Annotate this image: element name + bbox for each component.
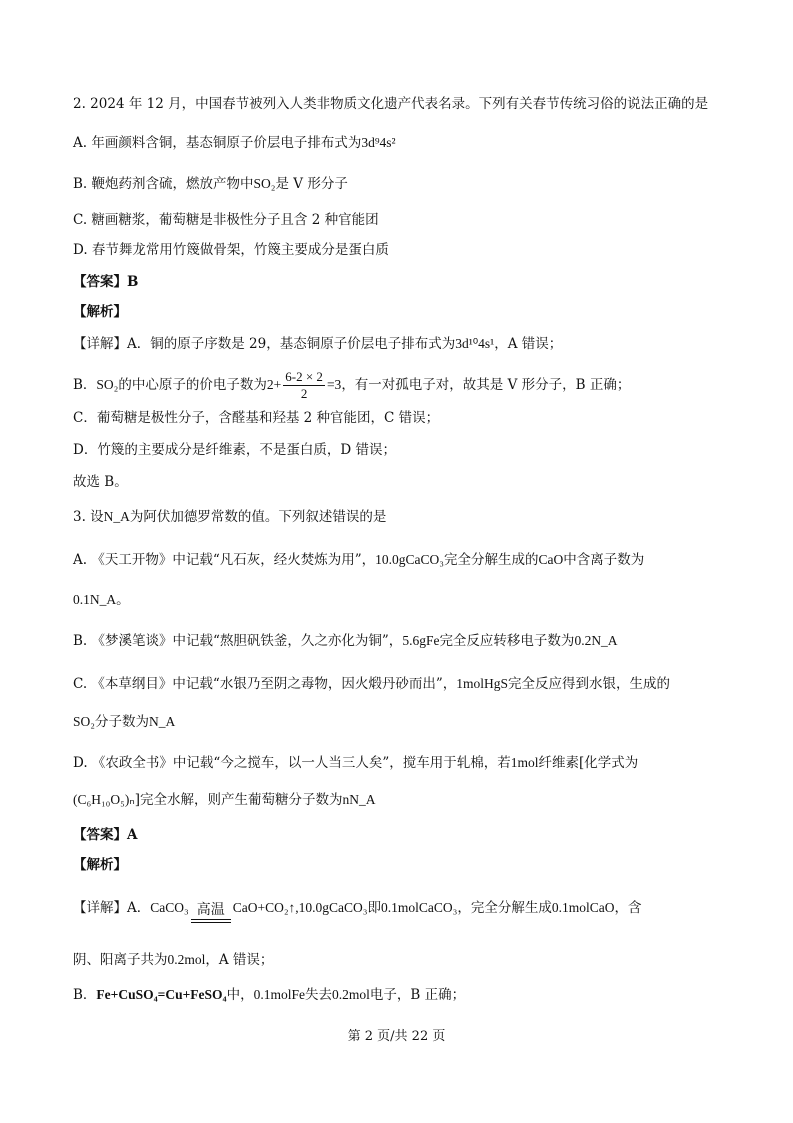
q3-answer: 【答案】A [73, 827, 138, 843]
q3-option-b-mass: 5.6gFe [402, 633, 440, 648]
q3-option-a-value: 0.1N_A。 [73, 592, 130, 607]
q3-detail-a-amount: 0.1molCaCO₃ [381, 900, 458, 915]
q2-option-b [73, 174, 348, 194]
q3-option-a-mid: 完全分解生成的 [443, 552, 539, 568]
q3-option-a [73, 550, 644, 570]
q2-analysis-heading: 【解析】 [73, 304, 127, 320]
q3-detail-a-product-amount: 0.1molCaO [551, 900, 615, 915]
q3-detail-a [73, 893, 641, 923]
q3-option-d-amount: 1mol [510, 755, 539, 770]
q3-detail-a-line2 [73, 950, 273, 970]
q3-option-a-product: CaO [538, 552, 564, 567]
q3-option-a-text: A. 《天工开物》中记载“凡石灰，经火焚炼为用”， [73, 552, 376, 568]
q2-detail-b-mid: 的中心原子的价电子数为 [118, 377, 267, 393]
q3-detail-b-label: B． [73, 987, 97, 1003]
q3-option-a-tail: 中含离子数为 [563, 552, 645, 568]
q3-option-d-text: D. 《农政全书》中记载“今之搅车，以一人当三人矣”，搅车用于轧棉，若 [73, 755, 511, 771]
q2-detail-a-text: 【详解】A．铜的原子序数是 29，基态铜原子价层电子排布式为 [73, 336, 456, 352]
q2-option-b-formula: SO₂ [253, 176, 276, 191]
fraction-numerator: 6-2 × 2 [285, 369, 323, 384]
q3-option-c-amount: 1molHgS [456, 676, 508, 691]
q3-detail-b-electrons: 0.2mol [332, 987, 370, 1002]
q3-detail-b-tail: 电子，B 正确； [369, 987, 466, 1003]
q2-detail-b-label: B． [73, 377, 97, 393]
q2-detail-a [73, 334, 562, 354]
q3-option-d-value: nN_A [342, 792, 376, 807]
q3-option-c-value: N_A [148, 714, 176, 729]
q3-option-c-formula: SO₂ [73, 714, 95, 729]
q3-option-c-tail: 完全反应得到水银，生成的 [508, 676, 670, 692]
q3-detail-a-products: CaO+CO₂↑ [232, 900, 296, 915]
q3-detail-b [73, 985, 465, 1005]
q2-detail-d: D．竹篾的主要成分是纤维素，不是蛋白质，D 错误； [73, 442, 396, 458]
q3-detail-a-line2-tail: ，A 错误； [205, 952, 274, 968]
q2-detail-b-tail: ，有一对孤电子对，故其是 V 形分子，B 正确； [341, 377, 631, 393]
q3-stem-text: 3. 设 [73, 509, 104, 525]
q3-option-b-value: 0.2N_A [574, 633, 618, 648]
q2-answer: 【答案】B [73, 274, 139, 290]
q3-detail-a-mid: ,10.0gCaCO₃即 [295, 900, 382, 915]
q3-detail-a-text: ，完全分解生成 [457, 900, 552, 916]
q3-stem-formula: N_A [103, 509, 130, 524]
q2-detail-a-tail: ，A 错误； [494, 336, 563, 352]
q3-detail-a-line2-amount: 0.2mol [167, 952, 206, 967]
q2-conclusion: 故选 B。 [73, 474, 128, 490]
q2-option-b-text: B. 鞭炮药剂含硫，燃放产物中 [73, 176, 254, 192]
q3-option-d-tail: 纤维素[化学式为 [538, 755, 639, 771]
q3-option-b-mid: 完全反应转移电子数为 [439, 633, 575, 649]
q3-detail-a-condition-arrow [191, 903, 231, 923]
q2-detail-b-expr-right: =3 [326, 377, 342, 392]
q2-detail-b-formula: SO₂ [96, 377, 119, 392]
q3-detail-b-mid2: 失去 [305, 987, 332, 1003]
q2-option-a [73, 133, 396, 153]
q3-stem-tail: 为阿伏加德罗常数的值。下列叙述错误的是 [129, 509, 387, 525]
q2-stem: 2. 2024 年 12 月，中国春节被列入人类非物质文化遗产代表名录。下列有关春节传统习俗的说法正确的是 [73, 96, 709, 112]
q3-option-d-line2 [73, 790, 375, 810]
q2-option-a-formula: 3d⁹4s² [361, 135, 396, 150]
q3-option-b [73, 631, 618, 651]
q3-detail-a-reactant: CaCO₃ [150, 900, 189, 915]
q3-detail-b-mid: 中， [226, 987, 254, 1003]
q3-option-b-text: B. 《梦溪笔谈》中记载“熬胆矾铁釜，久之亦化为铜”， [73, 633, 403, 649]
q3-detail-a-label: 【详解】A． [73, 900, 151, 916]
q2-detail-c: C．葡萄糖是极性分子，含醛基和羟基 2 种官能团，C 错误； [73, 410, 440, 426]
q3-option-c [73, 674, 670, 694]
q2-detail-b [73, 368, 630, 402]
q3-stem [73, 507, 386, 527]
q3-option-c-mid: 分子数为 [94, 714, 149, 730]
q3-detail-a-line2-text: 阴、阳离子共为 [73, 952, 168, 968]
q3-detail-b-equation: Fe+CuSO₄=Cu+FeSO₄ [96, 987, 227, 1002]
q2-option-a-text: A. 年画颜料含铜，基态铜原子价层电子排布式为 [73, 135, 362, 151]
equals-bar [191, 919, 231, 923]
fraction-denominator: 2 [300, 386, 308, 401]
q3-option-a-mass: 10.0gCaCO₃ [375, 552, 444, 567]
q3-option-c-text: C. 《本草纲目》中记载“水银乃至阴之毒物，因火煅丹砂而出”， [73, 676, 457, 692]
q2-option-b-tail: 是 V 形分子 [275, 176, 348, 192]
q2-detail-a-formula: 3d¹⁰4s¹ [455, 336, 495, 351]
q3-option-d-formula: (C₆H₁₀O₅)ₙ [73, 792, 135, 807]
q2-option-d: D. 春节舞龙常用竹篾做骨架，竹篾主要成分是蛋白质 [73, 242, 389, 258]
q3-analysis-heading: 【解析】 [73, 857, 127, 873]
reaction-condition: 高温 [196, 902, 225, 918]
page-footer: 第 2 页/共 22 页 [347, 1029, 446, 1044]
q3-option-d [73, 753, 638, 773]
q2-option-c: C. 糖画糖浆，葡萄糖是非极性分子且含 2 种官能团 [73, 212, 379, 228]
q3-option-d-mid: ]完全水解，则产生葡萄糖分子数为 [134, 792, 343, 808]
q2-detail-b-fraction [283, 369, 325, 402]
q3-option-c-line2 [73, 712, 175, 732]
q2-detail-b-expr-left: 2+ [266, 377, 282, 392]
q3-detail-b-amount: 0.1molFe [253, 987, 305, 1002]
q3-detail-a-end: ，含 [614, 900, 642, 916]
